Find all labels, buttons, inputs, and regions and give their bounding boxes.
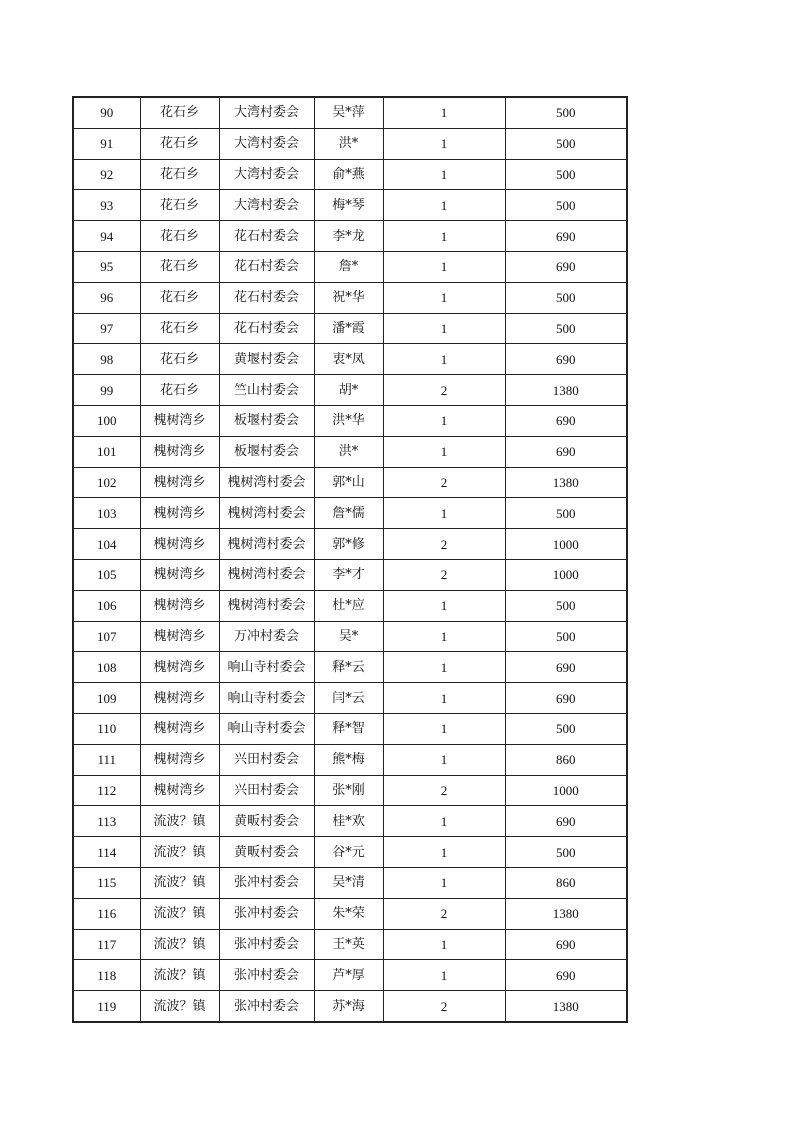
table-row xyxy=(73,313,627,344)
village-committee-cell: 槐树湾村委会 xyxy=(219,498,314,529)
amount-cell: 690 xyxy=(505,405,627,436)
recipient-name-cell: 詹* xyxy=(314,251,383,282)
village-committee-cell: 大湾村委会 xyxy=(219,97,314,128)
person-count-cell: 1 xyxy=(383,97,505,128)
recipient-name-cell: 吴*萍 xyxy=(314,97,383,128)
amount-cell: 500 xyxy=(505,713,627,744)
recipient-name-cell: 郭*山 xyxy=(314,467,383,498)
person-count-cell: 1 xyxy=(383,159,505,190)
person-count-cell: 1 xyxy=(383,405,505,436)
person-count-cell: 1 xyxy=(383,683,505,714)
village-committee-cell: 竺山村委会 xyxy=(219,375,314,406)
amount-cell: 690 xyxy=(505,806,627,837)
person-count-cell: 1 xyxy=(383,837,505,868)
township-cell: 流波？镇 xyxy=(140,960,219,991)
village-committee-cell: 响山寺村委会 xyxy=(219,683,314,714)
village-committee-cell: 兴田村委会 xyxy=(219,744,314,775)
recipient-name-cell: 祝*华 xyxy=(314,282,383,313)
village-committee-cell: 槐树湾村委会 xyxy=(219,529,314,560)
amount-cell: 690 xyxy=(505,436,627,467)
township-cell: 花石乡 xyxy=(140,344,219,375)
recipient-name-cell: 俞*燕 xyxy=(314,159,383,190)
person-count-cell: 1 xyxy=(383,190,505,221)
table-body xyxy=(73,97,627,1022)
table-row xyxy=(73,806,627,837)
recipient-name-cell: 释*云 xyxy=(314,652,383,683)
township-cell: 槐树湾乡 xyxy=(140,775,219,806)
row-number-cell: 95 xyxy=(73,251,140,282)
village-committee-cell: 黄畈村委会 xyxy=(219,806,314,837)
person-count-cell: 1 xyxy=(383,498,505,529)
table-row xyxy=(73,159,627,190)
village-committee-cell: 花石村委会 xyxy=(219,313,314,344)
table-row xyxy=(73,867,627,898)
amount-cell: 690 xyxy=(505,652,627,683)
township-cell: 花石乡 xyxy=(140,282,219,313)
township-cell: 槐树湾乡 xyxy=(140,713,219,744)
row-number-cell: 91 xyxy=(73,128,140,159)
table-row xyxy=(73,251,627,282)
village-committee-cell: 响山寺村委会 xyxy=(219,713,314,744)
township-cell: 花石乡 xyxy=(140,128,219,159)
amount-cell: 1000 xyxy=(505,775,627,806)
village-committee-cell: 张冲村委会 xyxy=(219,867,314,898)
table-row xyxy=(73,221,627,252)
village-committee-cell: 大湾村委会 xyxy=(219,159,314,190)
township-cell: 槐树湾乡 xyxy=(140,683,219,714)
person-count-cell: 2 xyxy=(383,991,505,1022)
row-number-cell: 110 xyxy=(73,713,140,744)
amount-cell: 860 xyxy=(505,867,627,898)
township-cell: 流波？镇 xyxy=(140,837,219,868)
recipient-name-cell: 洪* xyxy=(314,436,383,467)
amount-cell: 500 xyxy=(505,282,627,313)
table-row xyxy=(73,775,627,806)
person-count-cell: 2 xyxy=(383,375,505,406)
person-count-cell: 1 xyxy=(383,313,505,344)
amount-cell: 500 xyxy=(505,128,627,159)
township-cell: 槐树湾乡 xyxy=(140,405,219,436)
amount-cell: 690 xyxy=(505,929,627,960)
recipient-name-cell: 洪*华 xyxy=(314,405,383,436)
person-count-cell: 1 xyxy=(383,867,505,898)
row-number-cell: 104 xyxy=(73,529,140,560)
village-committee-cell: 槐树湾村委会 xyxy=(219,559,314,590)
person-count-cell: 2 xyxy=(383,467,505,498)
village-committee-cell: 槐树湾村委会 xyxy=(219,590,314,621)
recipient-table xyxy=(72,96,628,1023)
row-number-cell: 111 xyxy=(73,744,140,775)
amount-cell: 1000 xyxy=(505,559,627,590)
recipient-name-cell: 王*英 xyxy=(314,929,383,960)
amount-cell: 860 xyxy=(505,744,627,775)
township-cell: 槐树湾乡 xyxy=(140,467,219,498)
village-committee-cell: 黄畈村委会 xyxy=(219,837,314,868)
recipient-name-cell: 潘*霞 xyxy=(314,313,383,344)
recipient-name-cell: 释*智 xyxy=(314,713,383,744)
amount-cell: 500 xyxy=(505,159,627,190)
township-cell: 槐树湾乡 xyxy=(140,621,219,652)
amount-cell: 690 xyxy=(505,221,627,252)
amount-cell: 690 xyxy=(505,344,627,375)
township-cell: 花石乡 xyxy=(140,159,219,190)
person-count-cell: 2 xyxy=(383,898,505,929)
row-number-cell: 118 xyxy=(73,960,140,991)
row-number-cell: 101 xyxy=(73,436,140,467)
township-cell: 流波？镇 xyxy=(140,898,219,929)
table-row xyxy=(73,529,627,560)
row-number-cell: 117 xyxy=(73,929,140,960)
village-committee-cell: 花石村委会 xyxy=(219,282,314,313)
amount-cell: 500 xyxy=(505,498,627,529)
recipient-name-cell: 朱*荣 xyxy=(314,898,383,929)
village-committee-cell: 大湾村委会 xyxy=(219,190,314,221)
village-committee-cell: 兴田村委会 xyxy=(219,775,314,806)
person-count-cell: 1 xyxy=(383,282,505,313)
amount-cell: 690 xyxy=(505,251,627,282)
township-cell: 槐树湾乡 xyxy=(140,590,219,621)
village-committee-cell: 黄堰村委会 xyxy=(219,344,314,375)
recipient-name-cell: 梅*琴 xyxy=(314,190,383,221)
row-number-cell: 107 xyxy=(73,621,140,652)
person-count-cell: 2 xyxy=(383,559,505,590)
row-number-cell: 108 xyxy=(73,652,140,683)
township-cell: 槐树湾乡 xyxy=(140,744,219,775)
amount-cell: 500 xyxy=(505,190,627,221)
village-committee-cell: 大湾村委会 xyxy=(219,128,314,159)
table-row xyxy=(73,128,627,159)
village-committee-cell: 张冲村委会 xyxy=(219,929,314,960)
village-committee-cell: 张冲村委会 xyxy=(219,991,314,1022)
township-cell: 流波？镇 xyxy=(140,991,219,1022)
recipient-name-cell: 衷*凤 xyxy=(314,344,383,375)
recipient-name-cell: 郭*修 xyxy=(314,529,383,560)
recipient-name-cell: 桂*欢 xyxy=(314,806,383,837)
village-committee-cell: 花石村委会 xyxy=(219,221,314,252)
row-number-cell: 119 xyxy=(73,991,140,1022)
amount-cell: 500 xyxy=(505,313,627,344)
person-count-cell: 2 xyxy=(383,775,505,806)
village-committee-cell: 花石村委会 xyxy=(219,251,314,282)
village-committee-cell: 万冲村委会 xyxy=(219,621,314,652)
table-row xyxy=(73,744,627,775)
recipient-name-cell: 胡* xyxy=(314,375,383,406)
row-number-cell: 102 xyxy=(73,467,140,498)
row-number-cell: 90 xyxy=(73,97,140,128)
township-cell: 花石乡 xyxy=(140,313,219,344)
township-cell: 流波？镇 xyxy=(140,806,219,837)
township-cell: 流波？镇 xyxy=(140,867,219,898)
row-number-cell: 93 xyxy=(73,190,140,221)
person-count-cell: 1 xyxy=(383,960,505,991)
amount-cell: 1380 xyxy=(505,898,627,929)
recipient-name-cell: 闫*云 xyxy=(314,683,383,714)
row-number-cell: 114 xyxy=(73,837,140,868)
person-count-cell: 1 xyxy=(383,251,505,282)
village-committee-cell: 板堰村委会 xyxy=(219,405,314,436)
table-row xyxy=(73,929,627,960)
village-committee-cell: 板堰村委会 xyxy=(219,436,314,467)
row-number-cell: 94 xyxy=(73,221,140,252)
recipient-name-cell: 吴* xyxy=(314,621,383,652)
recipient-name-cell: 吴*清 xyxy=(314,867,383,898)
table-row xyxy=(73,436,627,467)
row-number-cell: 92 xyxy=(73,159,140,190)
township-cell: 槐树湾乡 xyxy=(140,652,219,683)
row-number-cell: 97 xyxy=(73,313,140,344)
table-row xyxy=(73,282,627,313)
table-row xyxy=(73,559,627,590)
table-row xyxy=(73,713,627,744)
row-number-cell: 96 xyxy=(73,282,140,313)
township-cell: 花石乡 xyxy=(140,190,219,221)
table-row xyxy=(73,344,627,375)
table-row xyxy=(73,837,627,868)
person-count-cell: 1 xyxy=(383,929,505,960)
person-count-cell: 1 xyxy=(383,128,505,159)
table-row xyxy=(73,375,627,406)
township-cell: 花石乡 xyxy=(140,251,219,282)
row-number-cell: 105 xyxy=(73,559,140,590)
township-cell: 花石乡 xyxy=(140,97,219,128)
row-number-cell: 99 xyxy=(73,375,140,406)
recipient-name-cell: 芦*厚 xyxy=(314,960,383,991)
table-row xyxy=(73,960,627,991)
amount-cell: 1380 xyxy=(505,375,627,406)
row-number-cell: 98 xyxy=(73,344,140,375)
table-row xyxy=(73,683,627,714)
person-count-cell: 1 xyxy=(383,652,505,683)
amount-cell: 690 xyxy=(505,960,627,991)
township-cell: 花石乡 xyxy=(140,375,219,406)
amount-cell: 500 xyxy=(505,621,627,652)
person-count-cell: 2 xyxy=(383,529,505,560)
table-row xyxy=(73,97,627,128)
village-committee-cell: 张冲村委会 xyxy=(219,898,314,929)
table-row xyxy=(73,190,627,221)
person-count-cell: 1 xyxy=(383,436,505,467)
recipient-name-cell: 洪* xyxy=(314,128,383,159)
township-cell: 槐树湾乡 xyxy=(140,559,219,590)
table-row xyxy=(73,621,627,652)
row-number-cell: 100 xyxy=(73,405,140,436)
township-cell: 槐树湾乡 xyxy=(140,436,219,467)
person-count-cell: 1 xyxy=(383,744,505,775)
amount-cell: 1380 xyxy=(505,991,627,1022)
person-count-cell: 1 xyxy=(383,621,505,652)
recipient-name-cell: 谷*元 xyxy=(314,837,383,868)
table-row xyxy=(73,405,627,436)
table-row xyxy=(73,652,627,683)
recipient-name-cell: 张*刚 xyxy=(314,775,383,806)
township-cell: 槐树湾乡 xyxy=(140,529,219,560)
amount-cell: 1000 xyxy=(505,529,627,560)
township-cell: 槐树湾乡 xyxy=(140,498,219,529)
amount-cell: 690 xyxy=(505,683,627,714)
recipient-name-cell: 苏*海 xyxy=(314,991,383,1022)
village-committee-cell: 槐树湾村委会 xyxy=(219,467,314,498)
recipient-name-cell: 杜*应 xyxy=(314,590,383,621)
row-number-cell: 113 xyxy=(73,806,140,837)
row-number-cell: 115 xyxy=(73,867,140,898)
recipient-name-cell: 李*才 xyxy=(314,559,383,590)
row-number-cell: 109 xyxy=(73,683,140,714)
person-count-cell: 1 xyxy=(383,806,505,837)
recipient-name-cell: 詹*儒 xyxy=(314,498,383,529)
amount-cell: 500 xyxy=(505,590,627,621)
table-row xyxy=(73,498,627,529)
village-committee-cell: 张冲村委会 xyxy=(219,960,314,991)
table-row xyxy=(73,991,627,1022)
township-cell: 流波？镇 xyxy=(140,929,219,960)
amount-cell: 500 xyxy=(505,97,627,128)
row-number-cell: 103 xyxy=(73,498,140,529)
village-committee-cell: 响山寺村委会 xyxy=(219,652,314,683)
amount-cell: 500 xyxy=(505,837,627,868)
person-count-cell: 1 xyxy=(383,713,505,744)
row-number-cell: 112 xyxy=(73,775,140,806)
amount-cell: 1380 xyxy=(505,467,627,498)
person-count-cell: 1 xyxy=(383,344,505,375)
table-row xyxy=(73,467,627,498)
person-count-cell: 1 xyxy=(383,590,505,621)
township-cell: 花石乡 xyxy=(140,221,219,252)
table-row xyxy=(73,898,627,929)
row-number-cell: 116 xyxy=(73,898,140,929)
person-count-cell: 1 xyxy=(383,221,505,252)
recipient-name-cell: 熊*梅 xyxy=(314,744,383,775)
recipient-name-cell: 李*龙 xyxy=(314,221,383,252)
row-number-cell: 106 xyxy=(73,590,140,621)
table-row xyxy=(73,590,627,621)
